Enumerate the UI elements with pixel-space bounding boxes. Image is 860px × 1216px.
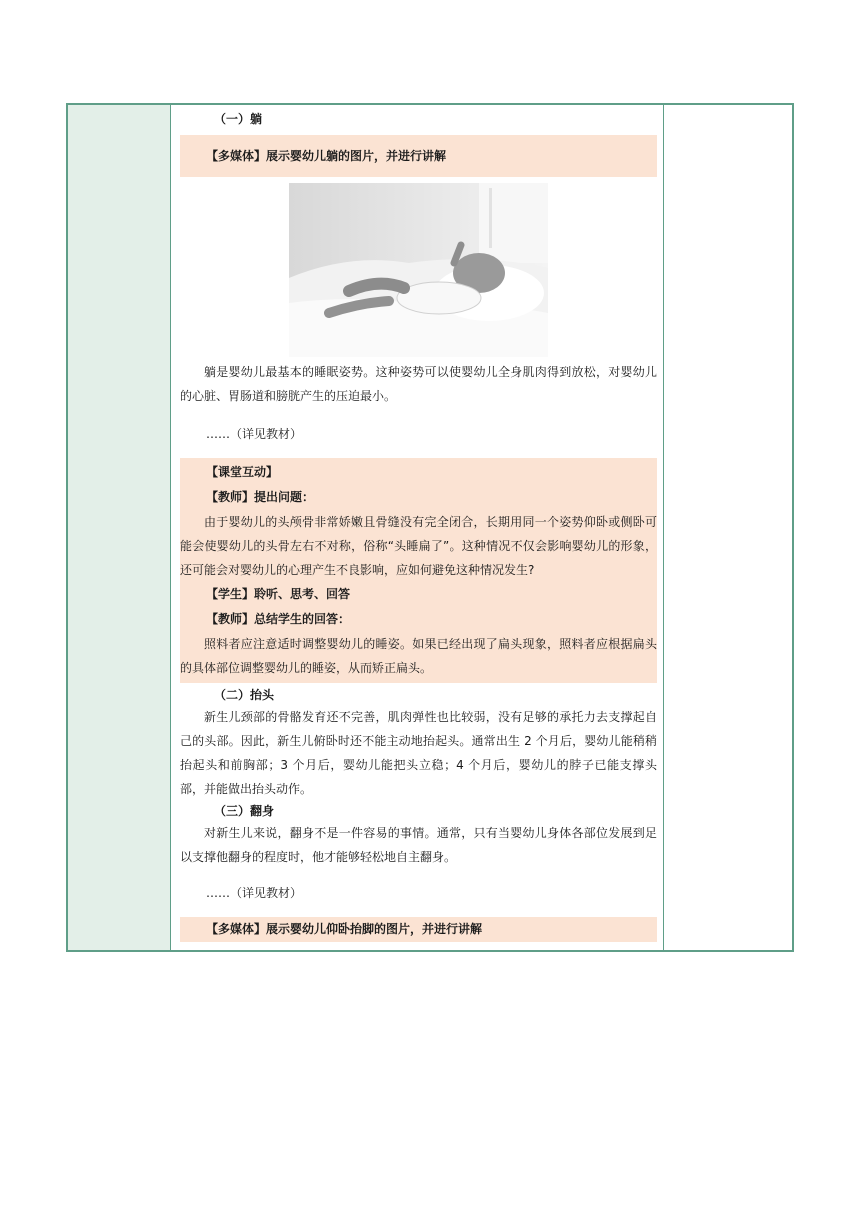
section-heading-raise-head: （二）抬头	[214, 688, 275, 702]
interaction-question: 由于婴幼儿的头颅骨非常娇嫩且骨缝没有完全闭合，长期用同一个姿势仰卧或侧卧可能会使婴幼儿的头骨左右不对称，俗称“头睡扁了”。这种情况不仅会影响婴幼儿的形象，还可能会对婴幼儿的心理产生不良影响，应如何避免这种情况发生?	[180, 515, 657, 577]
teacher-summary-label: 【教师】总结学生的回答：	[206, 612, 351, 626]
raise-head-description: 新生儿颈部的骨骼发育还不完善，肌肉弹性也比较弱，没有足够的承托力去支撑起自己的头部。因此，新生儿俯卧时还不能主动地抬起头。通常出生 2 个月后，婴幼儿能稍稍抬起头和前胸部；3 个月后，婴幼儿能把头立稳；4 个月后，婴幼儿的脖子已能支撑头部，并能做出抬头动作。	[180, 710, 657, 796]
main-column	[171, 105, 664, 950]
teacher-question-label: 【教师】提出问题：	[206, 490, 315, 504]
lesson-table	[66, 103, 794, 952]
interaction-title: 【课堂互动】	[206, 465, 279, 479]
right-column	[664, 105, 792, 950]
classroom-interaction	[180, 458, 657, 683]
see-textbook-2: ……（详见教材）	[206, 886, 303, 900]
interaction-answer: 照料者应注意适时调整婴幼儿的睡姿。如果已经出现了扁头现象，照料者应根据扁头的具体部位调整婴幼儿的睡姿，从而矫正扁头。	[180, 637, 657, 675]
left-column	[68, 105, 171, 950]
see-textbook-1: ……（详见教材）	[206, 427, 303, 441]
multimedia-note-2: 【多媒体】展示婴幼儿仰卧抬脚的图片，并进行讲解	[180, 917, 657, 942]
lie-description: 躺是婴幼儿最基本的睡眠姿势。这种姿势可以使婴幼儿全身肌肉得到放松，对婴幼儿的心脏、胃肠道和膀胱产生的压迫最小。	[180, 365, 657, 403]
baby-lying-photo	[289, 183, 548, 357]
multimedia-note-1: 【多媒体】展示婴幼儿躺的图片，并进行讲解	[180, 135, 657, 177]
roll-over-description: 对新生儿来说，翻身不是一件容易的事情。通常，只有当婴幼儿身体各部位发展到足以支撑他翻身的程度时，他才能够轻松地自主翻身。	[180, 826, 657, 864]
student-response-label: 【学生】聆听、思考、回答	[206, 587, 351, 601]
section-heading-roll-over: （三）翻身	[214, 804, 275, 818]
section-heading-lie: （一）躺	[214, 112, 263, 126]
